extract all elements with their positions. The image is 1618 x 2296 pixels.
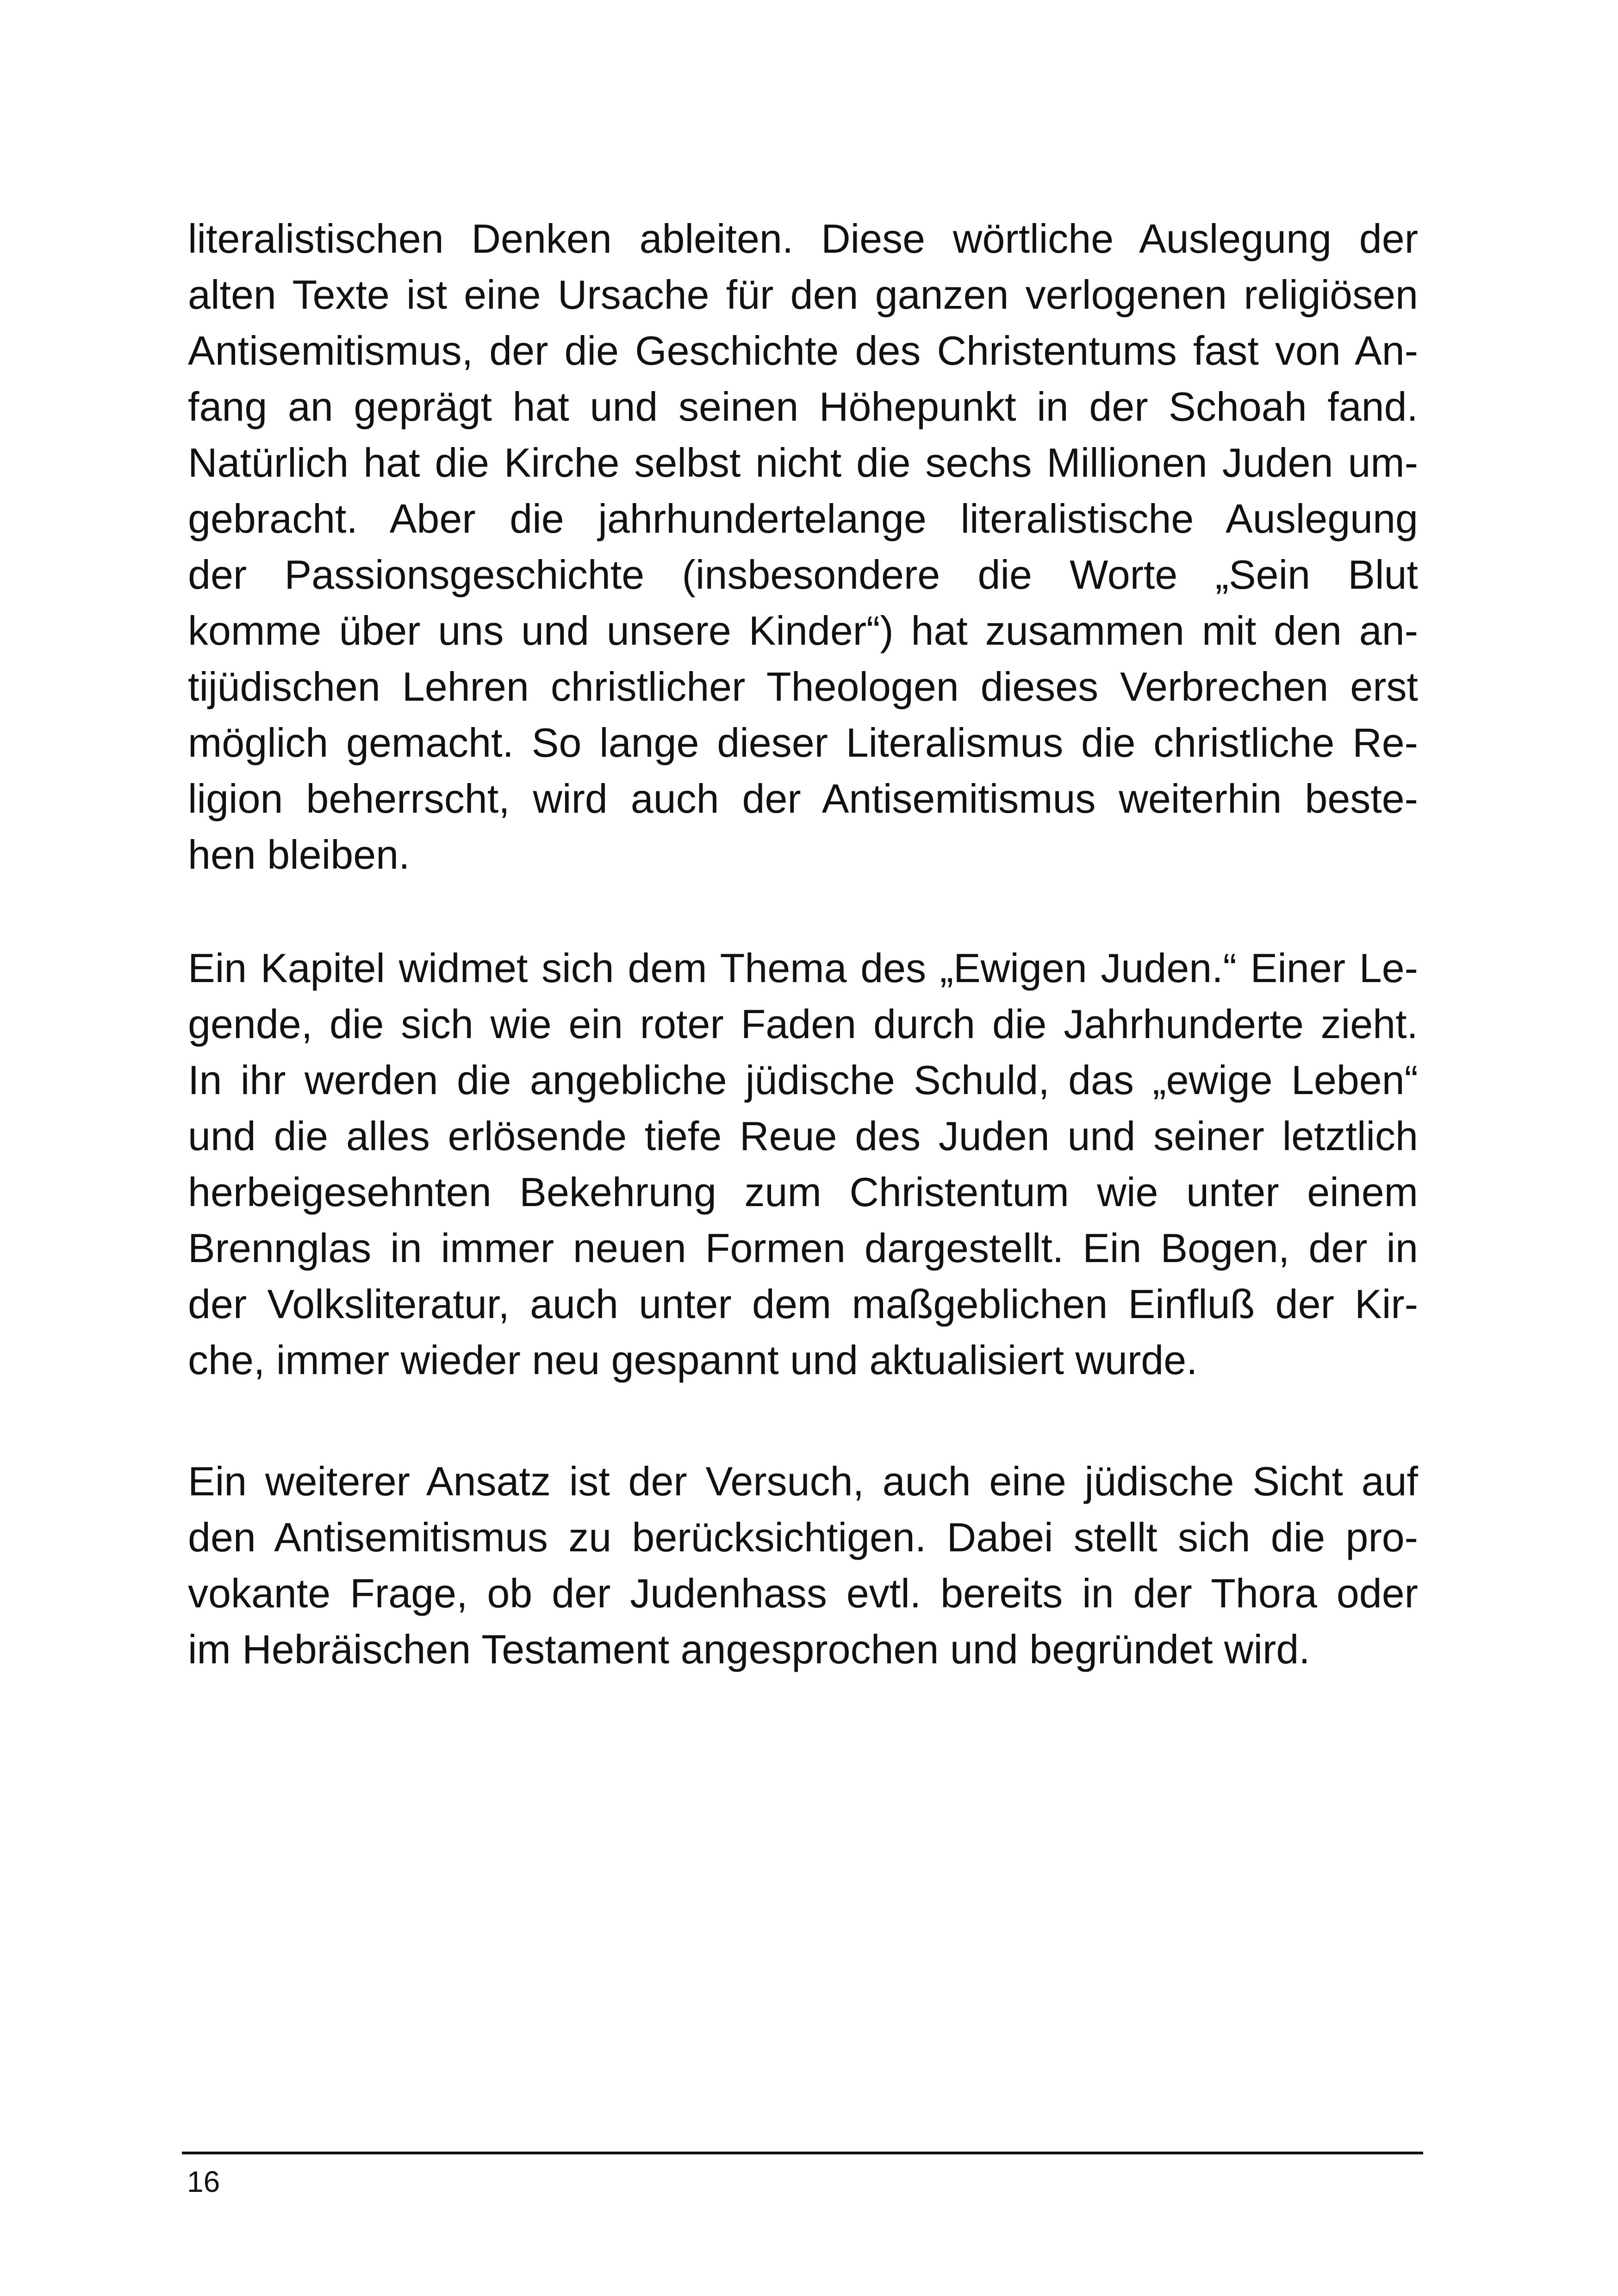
text-line: hen bleiben.: [188, 832, 410, 877]
text-line: ligion beherrscht, wird auch der Antisemitismus weiterhin beste-: [188, 776, 1418, 821]
text-line: herbeigesehnten Bekehrung zum Christentum wie unter einem: [188, 1169, 1418, 1215]
paragraph-1: [188, 211, 1418, 883]
text-line: der Volksliteratur, auch unter dem maßgeblichen Einfluß der Kir-: [188, 1281, 1418, 1327]
text-line: den Antisemitismus zu berücksichtigen. Dabei stellt sich die pro-: [188, 1514, 1418, 1560]
text-line: che, immer wieder neu gespannt und aktualisiert wurde.: [188, 1337, 1198, 1383]
paragraph-3: [188, 1453, 1418, 1677]
text-line: gebracht. Aber die jahrhundertelange literalistische Auslegung: [188, 496, 1418, 541]
text-line: literalistischen Denken ableiten. Diese wörtliche Auslegung der: [188, 216, 1418, 261]
text-line: Antisemitismus, der die Geschichte des Christentums fast von An-: [188, 328, 1418, 373]
text-line: gende, die sich wie ein roter Faden durch die Jahrhunderte zieht.: [188, 1001, 1418, 1047]
text-line: tijüdischen Lehren christlicher Theologen dieses Verbrechen erst: [188, 664, 1418, 709]
text-line: fang an geprägt hat und seinen Höhepunkt in der Schoah fand.: [188, 384, 1418, 429]
text-line: In ihr werden die angebliche jüdische Schuld, das „ewige Leben“: [188, 1057, 1418, 1103]
text-line: möglich gemacht. So lange dieser Literalismus die christliche Re-: [188, 720, 1418, 765]
text-line: Ein Kapitel widmet sich dem Thema des „Ewigen Juden.“ Einer Le-: [188, 945, 1418, 991]
text-line: alten Texte ist eine Ursache für den ganzen verlogenen religiösen: [188, 272, 1418, 317]
text-line: im Hebräischen Testament angesprochen und begründet wird.: [188, 1626, 1310, 1672]
footer-divider: [182, 2152, 1423, 2154]
text-line: Ein weiterer Ansatz ist der Versuch, auch eine jüdische Sicht auf: [188, 1458, 1418, 1504]
text-line: vokante Frage, ob der Judenhass evtl. bereits in der Thora oder: [188, 1570, 1418, 1616]
text-line: Natürlich hat die Kirche selbst nicht die sechs Millionen Juden um-: [188, 440, 1418, 485]
text-line: und die alles erlösende tiefe Reue des Juden und seiner letztlich: [188, 1113, 1418, 1159]
text-line: Brennglas in immer neuen Formen dargestellt. Ein Bogen, der in: [188, 1225, 1418, 1271]
text-line: der Passionsgeschichte (insbesondere die Worte „Sein Blut: [188, 552, 1418, 597]
text-line: komme über uns und unsere Kinder“) hat zusammen mit den an-: [188, 608, 1418, 653]
paragraph-2: [188, 940, 1418, 1388]
page-number: 16: [187, 2165, 220, 2198]
